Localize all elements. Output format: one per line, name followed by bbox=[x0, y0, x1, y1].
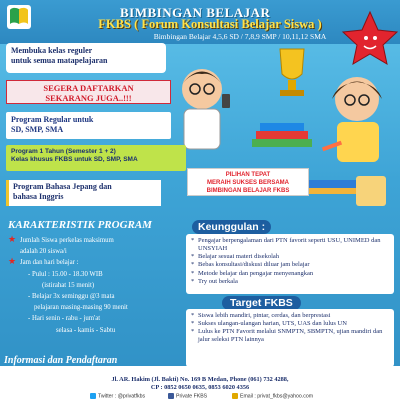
list-item: * Try out berkala bbox=[191, 278, 389, 286]
list-item: * Bebas konsultasi/diskusi diluar jam belajar bbox=[191, 261, 389, 269]
list-item bbox=[6, 235, 182, 246]
list-item bbox=[6, 291, 182, 302]
list-item bbox=[6, 269, 182, 280]
one-year-program-box bbox=[6, 145, 186, 171]
list-item: * Metode belajar dan pengajar menyenangkan bbox=[191, 270, 389, 278]
list-item-text: (istirahat 15 menit) bbox=[42, 281, 95, 289]
students-trophy-illustration-icon bbox=[172, 44, 397, 169]
email-icon bbox=[232, 393, 238, 399]
one-year-program-line-1: Program 1 Tahun (Semester 1 + 2) bbox=[11, 148, 116, 155]
list-item-text: - Pulul : 15.00 - 18.30 WIB bbox=[28, 270, 103, 278]
address-text: Jl. AR. Hakim (Jl. Bakti) No. 169 B Medan, Phone (061) 732 4288, bbox=[111, 376, 289, 383]
promo-tagline bbox=[187, 168, 309, 196]
target-title: Target FKBS bbox=[222, 296, 301, 310]
regular-program-line-2: SD, SMP, SMA bbox=[11, 124, 64, 134]
list-item bbox=[6, 302, 182, 313]
list-item bbox=[6, 313, 182, 324]
promo-line-3: BIMBINGAN BELAJAR FKBS bbox=[206, 188, 290, 195]
header-levels: Bimbingan Belajar 4,5,6 SD / 7,8,9 SMP / 10,11,12 SMA bbox=[153, 32, 327, 41]
list-item: * Lulus ke PTN Favorit melalui SNMPTN, SBMPTN, ujian mandiri dan jalur seleksi PTN lainnya bbox=[191, 328, 389, 344]
twitter-text: Twitter : @privatfkbs bbox=[98, 393, 146, 400]
language-program-line-1: Program Bahasa Jepang dan bbox=[13, 182, 112, 191]
regular-class-line-1: Membuka kelas reguler bbox=[11, 46, 93, 55]
header-subtitle: FKBS ( Forum Konsultasi Belajar Siswa ) bbox=[98, 17, 322, 31]
list-item-text: Jumlah Siswa perkelas maksimum bbox=[20, 237, 114, 244]
phone-text: CP : 0852 0650 0635, 0853 6020 4356 bbox=[150, 384, 250, 391]
keunggulan-list bbox=[186, 234, 394, 294]
list-item-text: Jam dan hari belajar : bbox=[20, 259, 79, 267]
list-item: * Belajar sesuai materi disekolah bbox=[191, 253, 389, 261]
one-year-program-line-2: Kelas khusus FKBS untuk SD, SMP, SMA bbox=[11, 155, 138, 163]
list-item bbox=[6, 257, 182, 268]
header-title: BIMBINGAN BELAJAR bbox=[120, 5, 271, 20]
list-item: * Siswa lebih mandiri, pintar, cerdas, dan berprestasi bbox=[191, 312, 389, 320]
desk-books-decoration-icon bbox=[296, 168, 392, 218]
facebook-icon bbox=[168, 393, 174, 399]
list-item bbox=[6, 325, 182, 336]
register-now-box bbox=[6, 80, 171, 104]
regular-program-box bbox=[6, 112, 171, 139]
star-bullet-icon: ★ bbox=[8, 256, 17, 267]
regular-class-line-2: untuk semua matapelajaran bbox=[11, 55, 108, 65]
star-bullet-icon: ★ bbox=[8, 234, 17, 244]
list-item-text: selasa - kamis - Sabtu bbox=[56, 326, 116, 334]
list-item-text: adalah 20 siswa/i bbox=[20, 248, 67, 256]
register-now-line-2: SEKARANG JUGA..!!! bbox=[45, 93, 132, 104]
language-program-box bbox=[6, 180, 161, 206]
karakteristik-title: KARAKTERISTIK PROGRAM bbox=[8, 219, 152, 231]
email-text: Email : privat_fkbs@yahoo.com bbox=[240, 393, 314, 400]
register-now-line-1: SEGERA DAFTARKAN bbox=[43, 83, 134, 93]
list-item bbox=[6, 280, 182, 291]
list-item bbox=[6, 246, 182, 257]
list-item-text: - Belajar 3x seminggu @3 mata bbox=[28, 293, 115, 301]
keunggulan-title: Keunggulan : bbox=[192, 220, 271, 234]
facebook-contact bbox=[168, 393, 207, 399]
twitter-icon bbox=[90, 393, 96, 399]
language-program-line-2: bahasa Inggris bbox=[13, 191, 64, 201]
promo-line-1: PILIHAN TEPAT bbox=[225, 172, 271, 178]
list-item: * Pengajar berpengalaman dari PTN favorit seperti USU, UNIMED dan UNSYIAH bbox=[191, 237, 389, 253]
email-contact bbox=[232, 393, 313, 399]
info-title: Informasi dan Pendaftaran bbox=[4, 355, 118, 366]
target-list bbox=[186, 309, 394, 367]
karakteristik-list bbox=[6, 235, 182, 365]
fkbs-logo-icon bbox=[6, 4, 32, 30]
regular-class-box bbox=[6, 43, 166, 73]
list-item-text: pelajaran masing-masing 90 menit bbox=[34, 304, 128, 312]
regular-program-line-1: Program Regular untuk bbox=[11, 115, 94, 124]
facebook-text: Private FKBS bbox=[176, 393, 208, 400]
twitter-contact bbox=[90, 393, 145, 399]
promo-line-2: MERAIH SUKSES BERSAMA bbox=[206, 180, 289, 187]
list-item: * Sukses ulangan-ulangan harian, UTS, UAS dan lulus UN bbox=[191, 320, 389, 328]
list-item-text: - Hari senin - rabu - jum'at bbox=[28, 315, 101, 323]
